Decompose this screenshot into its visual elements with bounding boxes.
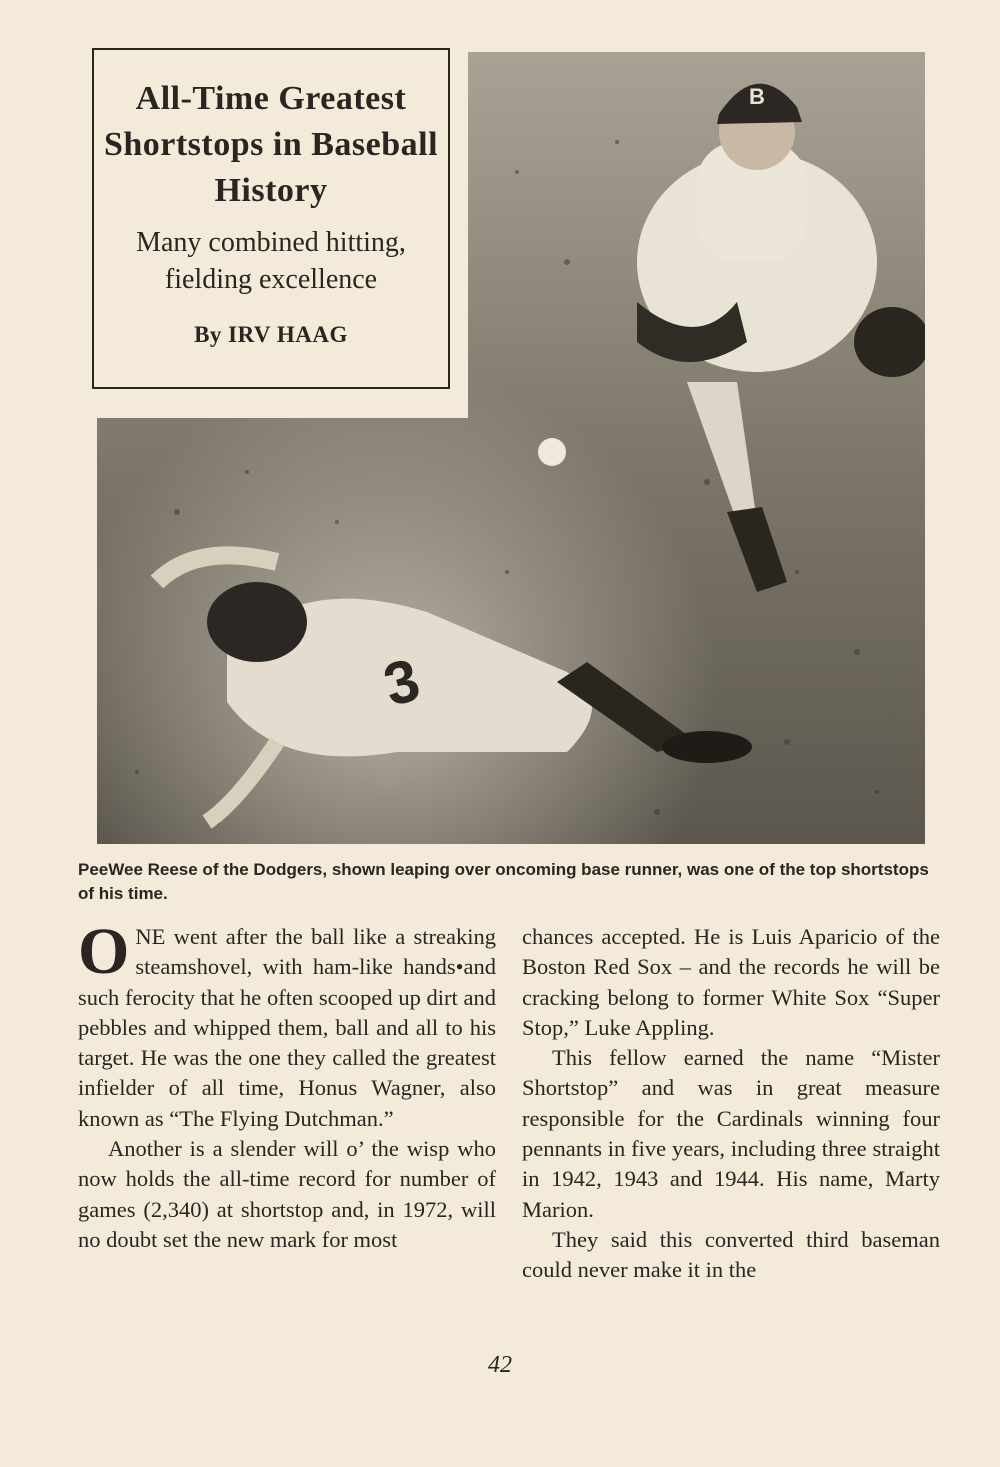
jersey-number: 3 [376, 645, 427, 719]
column-right [522, 922, 940, 1286]
byline: By IRV HAAG [194, 322, 348, 347]
paragraph [78, 915, 496, 1134]
photo-caption: PeeWee Reese of the Dodgers, shown leaping over oncoming base runner, was one of the top shortstops of his time. [78, 860, 929, 903]
article-subtitle: Many combined hitting, fielding excellence [136, 227, 406, 295]
title-box [92, 48, 450, 389]
paragraph: chances accepted. He is Luis Aparicio of the Boston Red Sox – and the records he will be cracking belong to former White Sox “Super Stop,” Luke Appling. [522, 924, 940, 1040]
column-left [78, 915, 496, 1255]
article-title: All-Time Greatest Shortstops in Baseball History [103, 80, 439, 209]
page-number: 42 [488, 1352, 512, 1378]
drop-cap: O [78, 915, 130, 988]
cap-letter: B [749, 84, 765, 109]
paragraph-text: NE went after the ball like a streaking steamshovel, with ham-like hands•and such ferocity that he often scooped up dirt and pebbles and whipped them, ball and all to his target. He was the one they called the greatest infielder of all time, Honus Wagner, also known as “The Flying Dutchman.” [78, 924, 496, 1131]
paragraph: This fellow earned the name “Mister Shortstop” and was in great measure responsible for the Cardinals winning four pennants in five years, including three straight in 1942, 1943 and 1944. His name, Marty Marion. [522, 1045, 940, 1222]
paragraph: They said this converted third baseman could never make it in the [522, 1226, 940, 1283]
paragraph: Another is a slender will o’ the wisp who now holds the all-time record for number of games (2,340) at shortstop and, in 1972, will no doubt set the new mark for most [78, 1136, 496, 1252]
